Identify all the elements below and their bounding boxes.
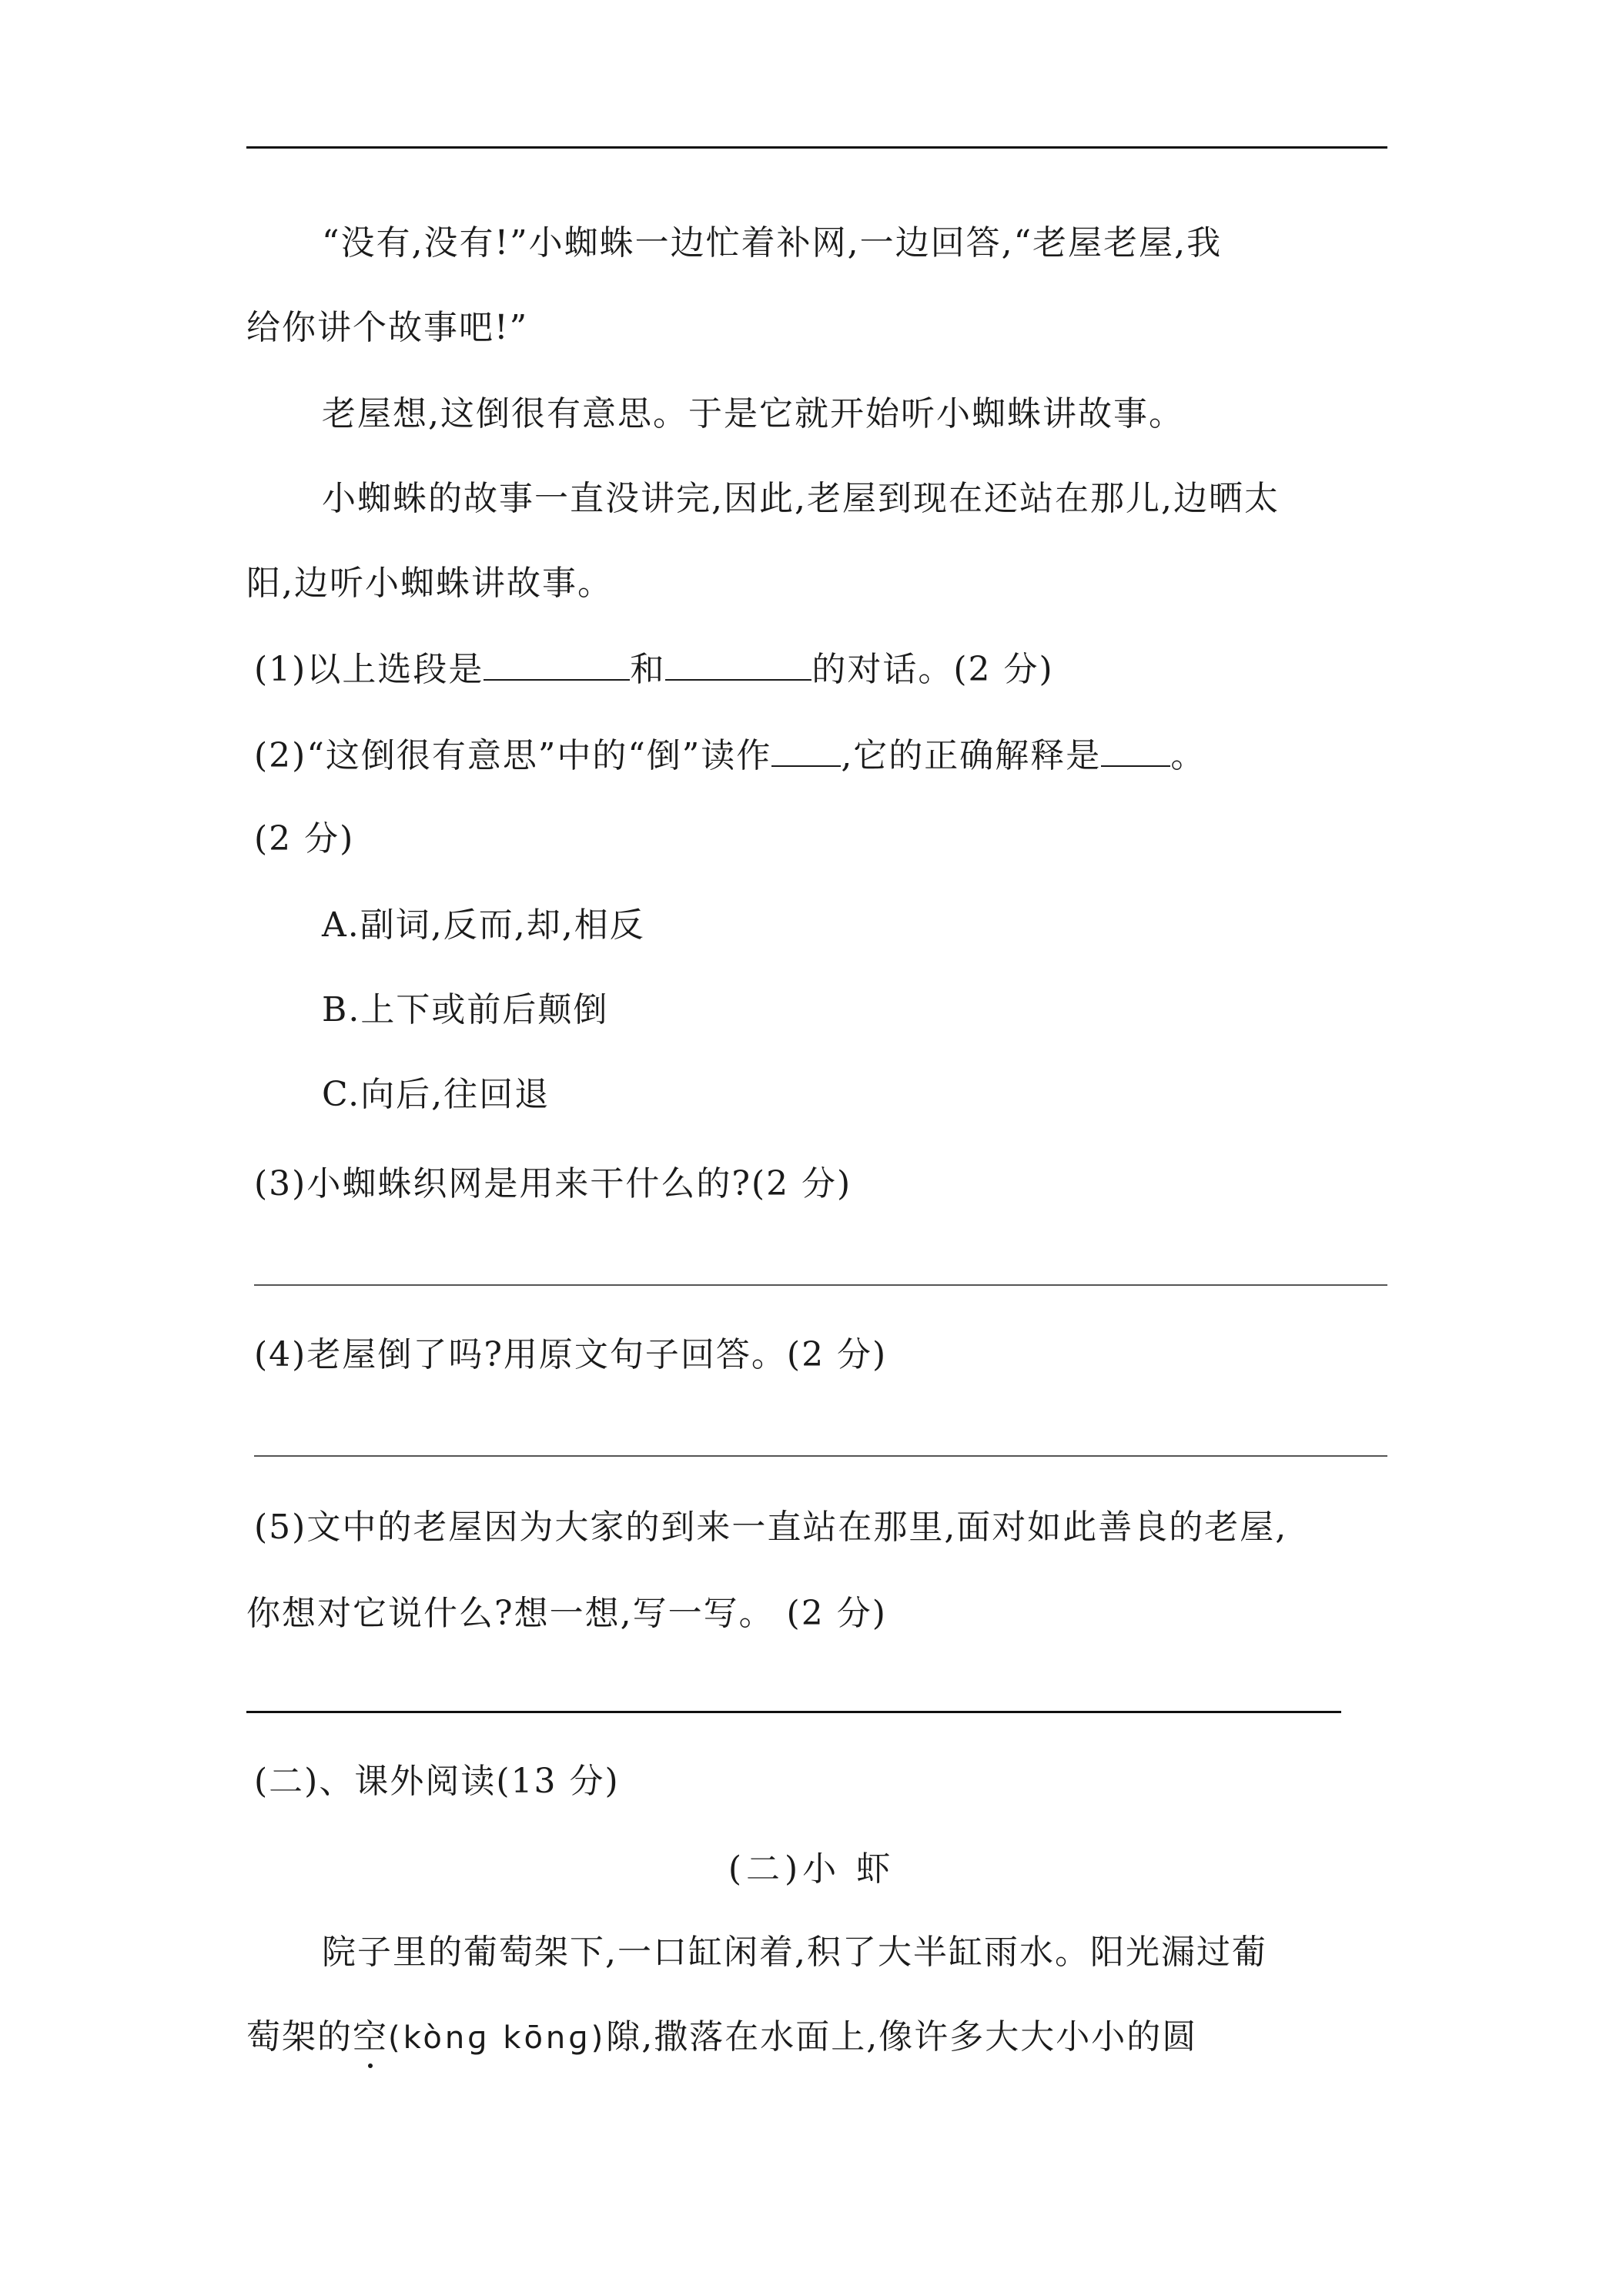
answer-blank[interactable] (1101, 731, 1170, 767)
question-text: 和 (630, 650, 666, 689)
option-c: C.向后,往回退 (322, 1075, 550, 1114)
question-text: (2)“这倒很有意思”中的“倒”读作 (254, 736, 772, 775)
story-line (246, 2014, 1386, 2061)
answer-blank[interactable] (665, 645, 812, 681)
passage-line: 小蜘蛛的故事一直没讲完,因此,老屋到现在还站在那儿,边晒太 (322, 479, 1280, 518)
story-text: 萄架的 (246, 2017, 353, 2057)
story-text: 隙,撒落在水面上,像许多大大小小的圆 (606, 2017, 1198, 2057)
question-text: ,它的正确解释是 (841, 736, 1102, 775)
answer-line[interactable] (254, 1284, 1387, 1286)
question-5-cont: 你想对它说什么?想一想,写一写。 (2 分) (246, 1594, 887, 1633)
question-5: (5)文中的老屋因为大家的到来一直站在那里,面对如此善良的老屋, (254, 1508, 1288, 1547)
passage-line: 给你讲个故事吧!” (246, 308, 529, 347)
question-1 (254, 645, 1394, 693)
top-rule (246, 146, 1387, 149)
question-text: 。 (1170, 736, 1206, 775)
emphasis-char: 空 (353, 2014, 388, 2060)
question-text: 的对话。(2 分) (812, 650, 1054, 689)
answer-blank[interactable] (484, 645, 630, 681)
question-4: (4)老屋倒了吗?用原文句子回答。(2 分) (254, 1335, 888, 1374)
option-a: A.副词,反而,却,相反 (322, 905, 645, 945)
question-2 (254, 731, 1394, 779)
pinyin-annotation: (kònɡ kōnɡ) (388, 2020, 607, 2056)
passage-line: “没有,没有!”小蜘蛛一边忙着补网,一边回答,“老屋老屋,我 (322, 223, 1223, 263)
question-text: (1)以上选段是 (254, 650, 484, 689)
option-b: B.上下或前后颠倒 (322, 990, 609, 1029)
story-line: 院子里的葡萄架下,一口缸闲着,积了大半缸雨水。阳光漏过葡 (322, 1933, 1267, 1972)
story-title: (二)小 虾 (728, 1849, 895, 1889)
answer-line[interactable] (254, 1455, 1387, 1457)
question-score: (2 分) (254, 819, 355, 858)
answer-rule[interactable] (246, 1711, 1341, 1713)
passage-line: 老屋想,这倒很有意思。于是它就开始听小蜘蛛讲故事。 (322, 394, 1184, 433)
question-3: (3)小蜘蛛织网是用来干什么的?(2 分) (254, 1164, 852, 1203)
section-heading: (二)、课外阅读(13 分) (254, 1762, 620, 1801)
answer-blank[interactable] (771, 731, 841, 767)
passage-line: 阳,边听小蜘蛛讲故事。 (246, 564, 613, 603)
